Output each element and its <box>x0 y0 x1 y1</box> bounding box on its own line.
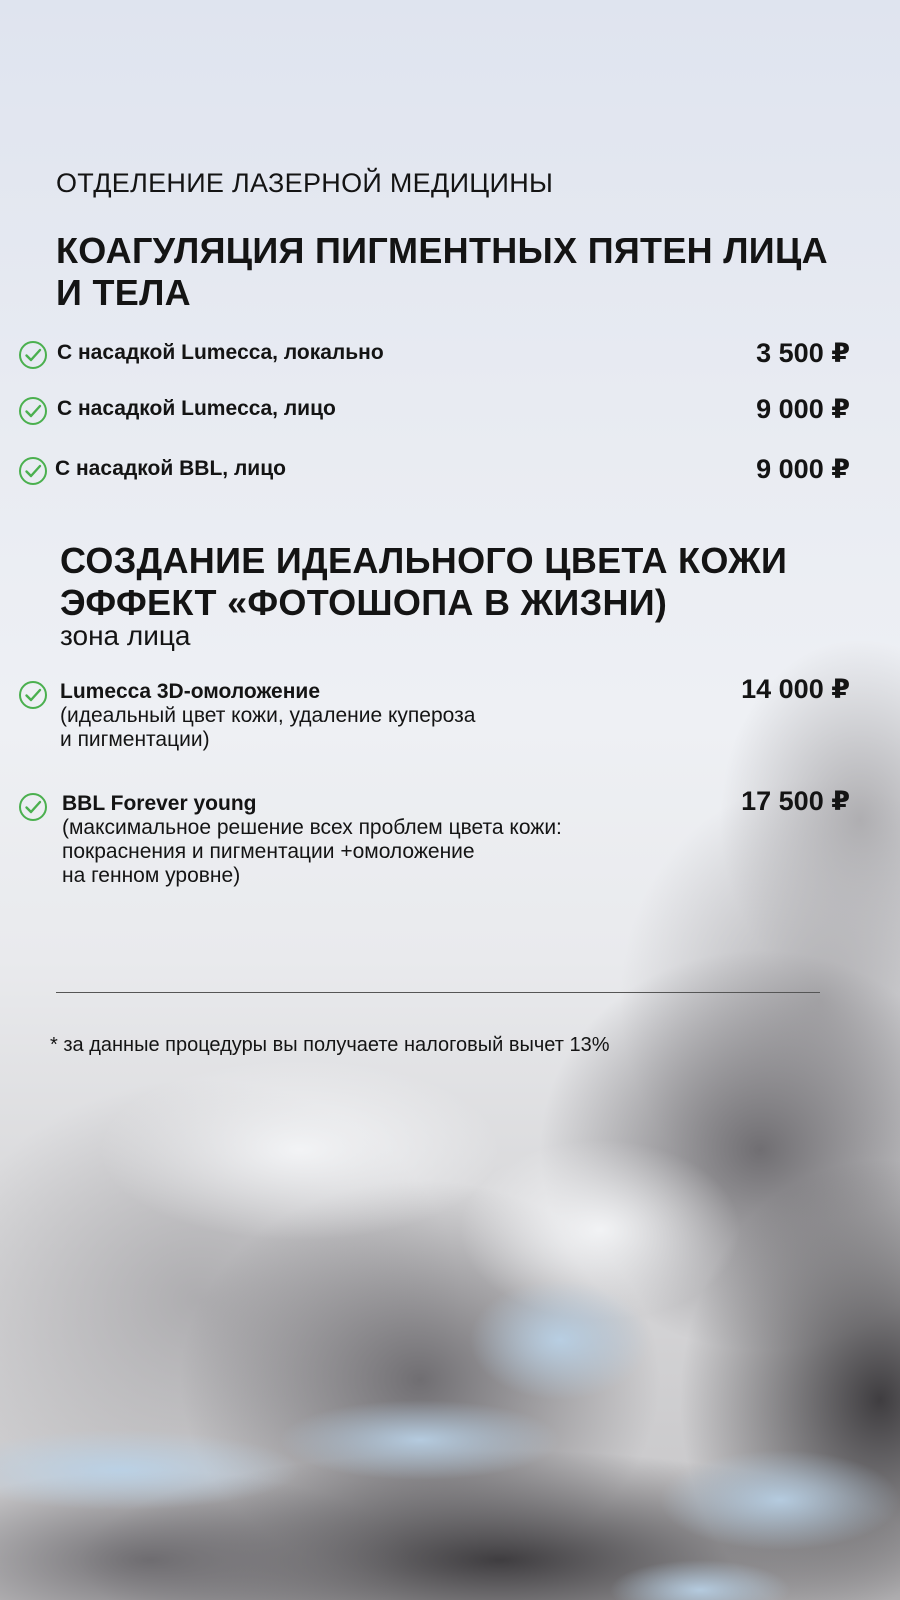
service-price: 9 000 ₽ <box>756 394 850 424</box>
section1-title-line: И ТЕЛА <box>56 272 191 313</box>
divider <box>56 992 820 993</box>
section1-title-line: КОАГУЛЯЦИЯ ПИГМЕНТНЫХ ПЯТЕН ЛИЦА <box>56 230 828 271</box>
service-label: С насадкой Lumecca, локально <box>57 341 384 364</box>
check-circle-icon <box>18 340 48 370</box>
section2-title-line: ЭФФЕКТ «ФОТОШОПА В ЖИЗНИ) <box>60 582 668 623</box>
check-circle-icon <box>18 396 48 426</box>
section2-title-line: СОЗДАНИЕ ИДЕАЛЬНОГО ЦВЕТА КОЖИ <box>60 540 788 581</box>
service-description-line: (максимальное решение всех проблем цвета кожи: <box>62 816 562 839</box>
section2-title <box>60 540 860 624</box>
service-label: BBL Forever young <box>62 792 257 815</box>
service-description-line: и пигментации) <box>60 728 210 751</box>
service-price: 17 500 ₽ <box>741 786 850 816</box>
service-label: Lumecca 3D-омоложение <box>60 680 321 703</box>
service-label: С насадкой Lumecca, лицо <box>57 397 336 420</box>
service-price: 3 500 ₽ <box>756 338 850 368</box>
service-price: 9 000 ₽ <box>756 454 850 484</box>
service-label: С насадкой BBL, лицо <box>55 457 286 480</box>
department-label: ОТДЕЛЕНИЕ ЛАЗЕРНОЙ МЕДИЦИНЫ <box>56 168 554 198</box>
section2-subtitle: зона лица <box>60 620 191 651</box>
service-description <box>60 704 475 752</box>
service-description-line: покраснения и пигментации +омоложение <box>62 840 475 863</box>
service-description <box>62 816 562 888</box>
footnote: * за данные процедуры вы получаете налоговый вычет 13% <box>50 1034 610 1056</box>
check-circle-icon <box>18 680 48 710</box>
check-circle-icon <box>18 456 48 486</box>
check-circle-icon <box>18 792 48 822</box>
service-description-line: (идеальный цвет кожи, удаление купероза <box>60 704 476 727</box>
service-price: 14 000 ₽ <box>741 674 850 704</box>
section1-title <box>56 230 856 314</box>
service-description-line: на генном уровне) <box>62 864 241 887</box>
